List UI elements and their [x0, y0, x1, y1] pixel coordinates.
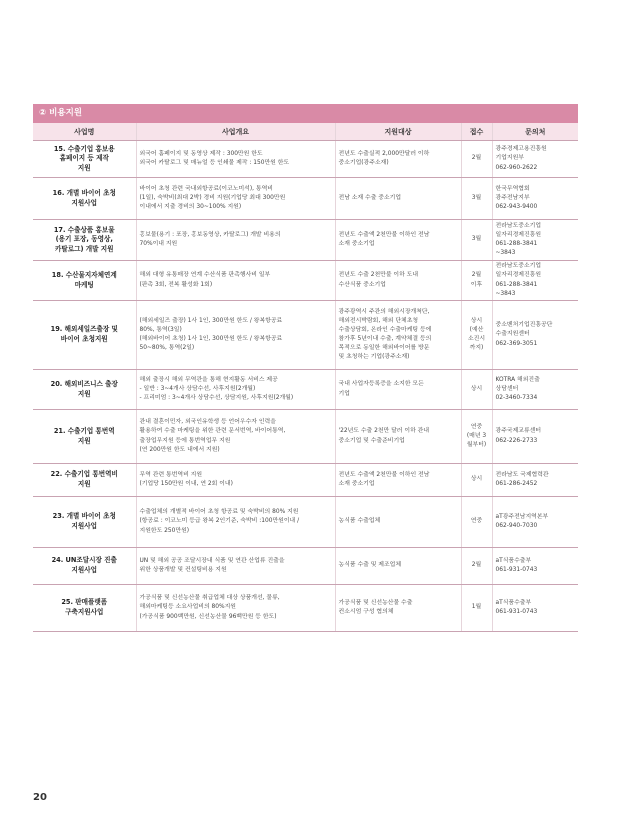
cell-target [335, 410, 461, 464]
business-name-line: 23. 개별 바이어 초청 [52, 512, 116, 521]
business-name-line: 지원 [77, 480, 91, 488]
column-header-reception: 접수 [461, 123, 492, 141]
contact-line: 광주국제교류센터 [495, 428, 542, 435]
target-line: 광주광역시 주관의 해외시장개척단, [338, 308, 430, 315]
table-row [33, 410, 578, 464]
business-name-line: 22. 수출기업 통번역비 [50, 470, 118, 479]
business-name-line: (용기 포장, 동영상, [55, 235, 113, 244]
page-number: 20 [33, 792, 47, 803]
cell-target [335, 370, 461, 410]
cell-contact [492, 370, 578, 410]
overview-line: 활용하여 수출 마케팅을 위한 관련 문서번역, 바이어통역, [139, 428, 286, 435]
table-row [33, 178, 578, 220]
cell-target [335, 548, 461, 585]
support-section [33, 104, 578, 632]
business-name-line: 15. 수출기업 홍보용 [53, 144, 115, 153]
target-line: 가공식품 및 신선농산물 수출 [338, 599, 413, 606]
contact-line: 광주경제고용진흥원 [495, 146, 547, 153]
reception-line: 월부터) [466, 442, 487, 449]
reception-line: 상시 [470, 476, 483, 483]
cell-contact [492, 497, 578, 548]
cell-reception [461, 220, 492, 261]
overview-line: (해외바이어 초청) 1사 1인, 300만원 한도 / 왕복항공료 [139, 336, 283, 342]
business-name-line: 마케팅 [74, 280, 94, 289]
cell-reception [461, 370, 492, 410]
support-table [33, 123, 578, 632]
contact-line: 061-288-3841 [495, 241, 538, 247]
contact-line: ~3843 [495, 250, 516, 257]
cell-target [335, 178, 461, 220]
overview-line: (항공료 : 이코노미 등급 왕복 2인기준, 숙박비 :100만원이내 / [139, 518, 300, 525]
target-line: 및 초청하는 기업(광주소재) [338, 354, 410, 361]
cell-contact [492, 261, 578, 301]
cell-reception [461, 301, 492, 370]
contact-line: aT식품수출부 [495, 557, 532, 564]
contact-line: 일자리경제진흥원 [495, 231, 542, 238]
contact-line: 전라남도중소기업 [495, 263, 542, 270]
target-line: 전남 소재 수출 중소기업 [338, 194, 402, 201]
business-name-line: 21. 수출기업 통번역 [53, 426, 115, 435]
contact-line: 062-226-2733 [495, 437, 538, 444]
reception-line: 2월 [471, 155, 482, 162]
cell-business-name [33, 178, 136, 220]
business-name-line: 19. 해외세일즈출장 및 [50, 325, 118, 334]
business-name-line: 바이어 초청지원 [60, 335, 108, 343]
overview-line: - 프리미엄 : 3~4개사 상담수선, 상담지원, 사후지원(2개월) [139, 395, 294, 402]
target-line: 국내 사업자등록증을 소지한 모든 [338, 381, 424, 388]
target-line: 기업 [338, 390, 350, 397]
business-name-line: 16. 개별 바이어 초청 [52, 188, 116, 197]
target-line: 전년도 수출실적 2,000만달러 이하 [338, 150, 430, 157]
table-row [33, 141, 578, 178]
business-name-line: 지원 [77, 389, 91, 398]
target-line: 참가후 5년이내 수출, 계약체결 등의 [338, 336, 432, 342]
reception-line: 상시 [470, 317, 483, 324]
business-name-line: 지원사업 [71, 566, 97, 574]
cell-business-name [33, 301, 136, 370]
cell-overview [136, 585, 335, 632]
business-name-line: 홈페이지 등 제작 [59, 154, 109, 163]
contact-line: ~3843 [495, 290, 516, 297]
cell-reception [461, 585, 492, 632]
target-line: 수산식품 중소기업 [338, 281, 386, 288]
overview-line: 관내 결혼이민자, 외국인유학생 등 언어우수자 인력을 [139, 419, 276, 426]
cell-overview [136, 464, 335, 497]
contact-line: KOTRA 해외진출 [495, 376, 540, 383]
overview-line: 해외 출장시 해외 무역관을 통해 현지활동 서비스 제공 [139, 376, 278, 383]
overview-line: 외국어 카탈로그 및 매뉴얼 등 인쇄물 제작 : 150만원 한도 [139, 160, 290, 166]
table-row [33, 220, 578, 261]
cell-overview [136, 410, 335, 464]
cell-target [335, 220, 461, 261]
business-name-line: 지원사업 [71, 198, 97, 207]
contact-line: aT광주전남지역본부 [495, 513, 549, 520]
cell-contact [492, 301, 578, 370]
reception-line: 이후 [470, 281, 483, 288]
overview-line: 해외 대형 유통매장 연계 수산식품 판촉행사비 일부 [139, 272, 271, 279]
cell-reception [461, 464, 492, 497]
reception-line: 소진시 [467, 336, 486, 342]
cell-contact [492, 464, 578, 497]
column-header-target: 지원대상 [335, 123, 461, 141]
cell-overview [136, 497, 335, 548]
business-name-line: 지원사업 [71, 522, 97, 530]
contact-line: 기업지원부 [495, 155, 524, 162]
cell-reception [461, 497, 492, 548]
cell-contact [492, 141, 578, 178]
contact-line: 062-943-9400 [495, 204, 538, 211]
cell-contact [492, 585, 578, 632]
reception-line: 연중 [470, 518, 483, 525]
table-row [33, 370, 578, 410]
business-name-line: 지원 [77, 436, 91, 445]
contact-line: 일자리경제진흥원 [495, 272, 542, 279]
target-line: 전년도 수출액 2천만불 이하인 전남 [338, 231, 430, 238]
target-line: 수출상담회, 온라인 수출마케팅 등에 [338, 326, 432, 333]
cell-overview [136, 301, 335, 370]
cell-overview [136, 548, 335, 585]
cell-contact [492, 410, 578, 464]
overview-line: - 일반 : 3~4개사 상담수선, 사후지원(2개월) [139, 385, 256, 392]
overview-line: 70%이내 지원 [139, 241, 178, 247]
target-line: 중소기업 및 수출준비기업 [338, 437, 405, 444]
overview-line: 가공식품 및 신선농산물 취급업체 대상 상품개선, 물류, [139, 595, 280, 602]
overview-line: UN 및 해외 공공 조달시장내 식품 및 연관 산업류 진출을 [139, 557, 285, 564]
cell-target [335, 261, 461, 301]
cell-reception [461, 141, 492, 178]
cell-target [335, 585, 461, 632]
overview-line: 80%, 통역(3일) [139, 326, 182, 333]
overview-line: 출장업무지원 등에 통번역업무 지원 [139, 437, 231, 444]
cell-business-name [33, 585, 136, 632]
overview-line: 해외마케팅등 소요사업비의 80%지원 [139, 604, 237, 611]
table-row [33, 497, 578, 548]
reception-line: 3월 [471, 194, 482, 201]
table-row [33, 548, 578, 585]
overview-line: 홍보물(용기 : 포장, 홍보동영상, 카탈로그) 개발 비용의 [139, 231, 281, 238]
section-title: ② 비용지원 [33, 104, 578, 123]
contact-line: 광주전남지부 [495, 194, 530, 201]
overview-line: 50~80%, 통역(2일) [139, 345, 195, 352]
cell-overview [136, 220, 335, 261]
business-name-line: 구축지원사업 [65, 608, 104, 616]
reception-line: (매년 3 [466, 432, 487, 439]
overview-line: (해외세일즈 출장) 1사 1인, 300만원 한도 / 왕복항공료 [139, 317, 283, 324]
cell-business-name [33, 261, 136, 301]
target-line: 전년도 수출 2천만불 이하 도내 [338, 272, 419, 279]
cell-overview [136, 261, 335, 301]
cell-business-name [33, 220, 136, 261]
overview-line: (연 200만원 한도 내에서 지원) [139, 446, 220, 453]
reception-line: 2월 [471, 272, 482, 279]
contact-line: 062-960-2622 [495, 164, 538, 171]
cell-business-name [33, 141, 136, 178]
target-line: 목적으로 동일한 해외바이어를 방문 [338, 345, 430, 352]
overview-line: (기업당 150만원 이내, 연 2회 이내) [139, 481, 233, 487]
contact-line: 061-286-2452 [495, 481, 538, 487]
cell-overview [136, 141, 335, 178]
contact-line: 한국무역협회 [495, 185, 530, 192]
reception-line: 상시 [470, 385, 483, 392]
table-row [33, 464, 578, 497]
cell-reception [461, 548, 492, 585]
reception-line: 1월 [471, 604, 482, 611]
cell-business-name [33, 548, 136, 585]
cell-overview [136, 370, 335, 410]
target-line: 농식품 수출업체 [338, 518, 381, 525]
cell-reception [461, 410, 492, 464]
column-header-name: 사업명 [33, 123, 136, 141]
column-header-contact: 문의처 [492, 123, 578, 141]
table-row [33, 301, 578, 370]
contact-line: 전라남도 국제협력관 [495, 471, 549, 478]
overview-line: 외국어 홈페이지 및 동영상 제작 : 300만원 한도 [139, 150, 263, 157]
overview-line: (판촉 3회, 전복 활성화 1회) [139, 281, 213, 288]
target-line: 컨소시엄 구성 협의체 [338, 609, 394, 615]
reception-line: 연중 [470, 423, 483, 430]
contact-line: 중소벤처기업진흥공단 [495, 322, 553, 329]
contact-line: 062-940-7030 [495, 523, 538, 529]
contact-line: 수출지원센터 [495, 331, 530, 338]
target-line: 해외전시박람회, 해외 단체초청 [338, 317, 419, 324]
reception-line: 까지) [469, 345, 484, 352]
contact-line: 062-369-3051 [495, 340, 538, 347]
business-name-line: 24. UN조달시장 진출 [51, 556, 117, 565]
table-header-row [33, 123, 578, 141]
reception-line: 2월 [471, 562, 482, 569]
cell-business-name [33, 464, 136, 497]
cell-target [335, 141, 461, 178]
target-line: 농식품 수출 및 제조업체 [338, 562, 402, 569]
cell-contact [492, 220, 578, 261]
reception-line: 3월 [471, 236, 482, 243]
cell-contact [492, 548, 578, 585]
overview-line: (1일), 숙박비(최대 2박) 경비 지원(기업당 최대 300만원 [139, 194, 286, 201]
contact-line: aT식품수출부 [495, 599, 532, 606]
cell-business-name [33, 497, 136, 548]
business-name-line: 25. 판매플랫폼 [61, 598, 108, 607]
cell-business-name [33, 410, 136, 464]
cell-business-name [33, 370, 136, 410]
cell-overview [136, 178, 335, 220]
overview-line: 위한 상품개발 및 컨설팅비용 지원 [139, 567, 227, 573]
contact-line: 061-931-0743 [495, 567, 538, 573]
overview-line: 무역 관련 통번역비 지원 [139, 471, 203, 478]
cell-reception [461, 261, 492, 301]
cell-target [335, 464, 461, 497]
contact-line: 전라남도중소기업 [495, 222, 542, 229]
business-name-line: 카탈로그) 개발 지원 [54, 244, 114, 253]
business-name-line: 20. 해외비즈니스 출장 [50, 379, 118, 388]
cell-contact [492, 178, 578, 220]
target-line: 전년도 수출액 2천만불 이하인 전남 [338, 471, 430, 478]
reception-line: (예산 [469, 326, 484, 333]
table-row [33, 261, 578, 301]
cell-target [335, 301, 461, 370]
business-name-line: 18. 수산물지자체연계 [51, 270, 117, 279]
cell-reception [461, 178, 492, 220]
target-line: 소재 중소기업 [338, 241, 375, 247]
target-line: '22년도 수출 2천만 달러 이하 관내 [338, 428, 430, 435]
contact-line: 061-931-0743 [495, 609, 538, 615]
contact-line: 02-3460-7334 [495, 395, 538, 402]
overview-line: (가공식품 900백만원, 신선농산물 96백만원 등 한도) [139, 613, 277, 620]
overview-line: 수출업체의 개별적 바이어 초청 항공료 및 숙박비의 80% 지원 [139, 509, 299, 516]
table-row [33, 585, 578, 632]
target-line: 중소기업(광주소재) [338, 160, 389, 166]
business-name-line: 17. 수출상품 홍보물 [53, 225, 115, 234]
overview-line: 이내에서 지출 경비의 30~100% 지원) [139, 204, 242, 211]
target-line: 소재 중소기업 [338, 481, 375, 487]
column-header-overview: 사업개요 [136, 123, 335, 141]
contact-line: 061-288-3841 [495, 281, 538, 288]
overview-line: 지원한도 250만원) [139, 527, 190, 534]
business-name-line: 지원 [77, 163, 91, 172]
overview-line: 바이어 초청 관련 국내외항공료(이코노미석), 통역비 [139, 185, 273, 192]
contact-line: 상담센터 [495, 385, 519, 392]
cell-target [335, 497, 461, 548]
